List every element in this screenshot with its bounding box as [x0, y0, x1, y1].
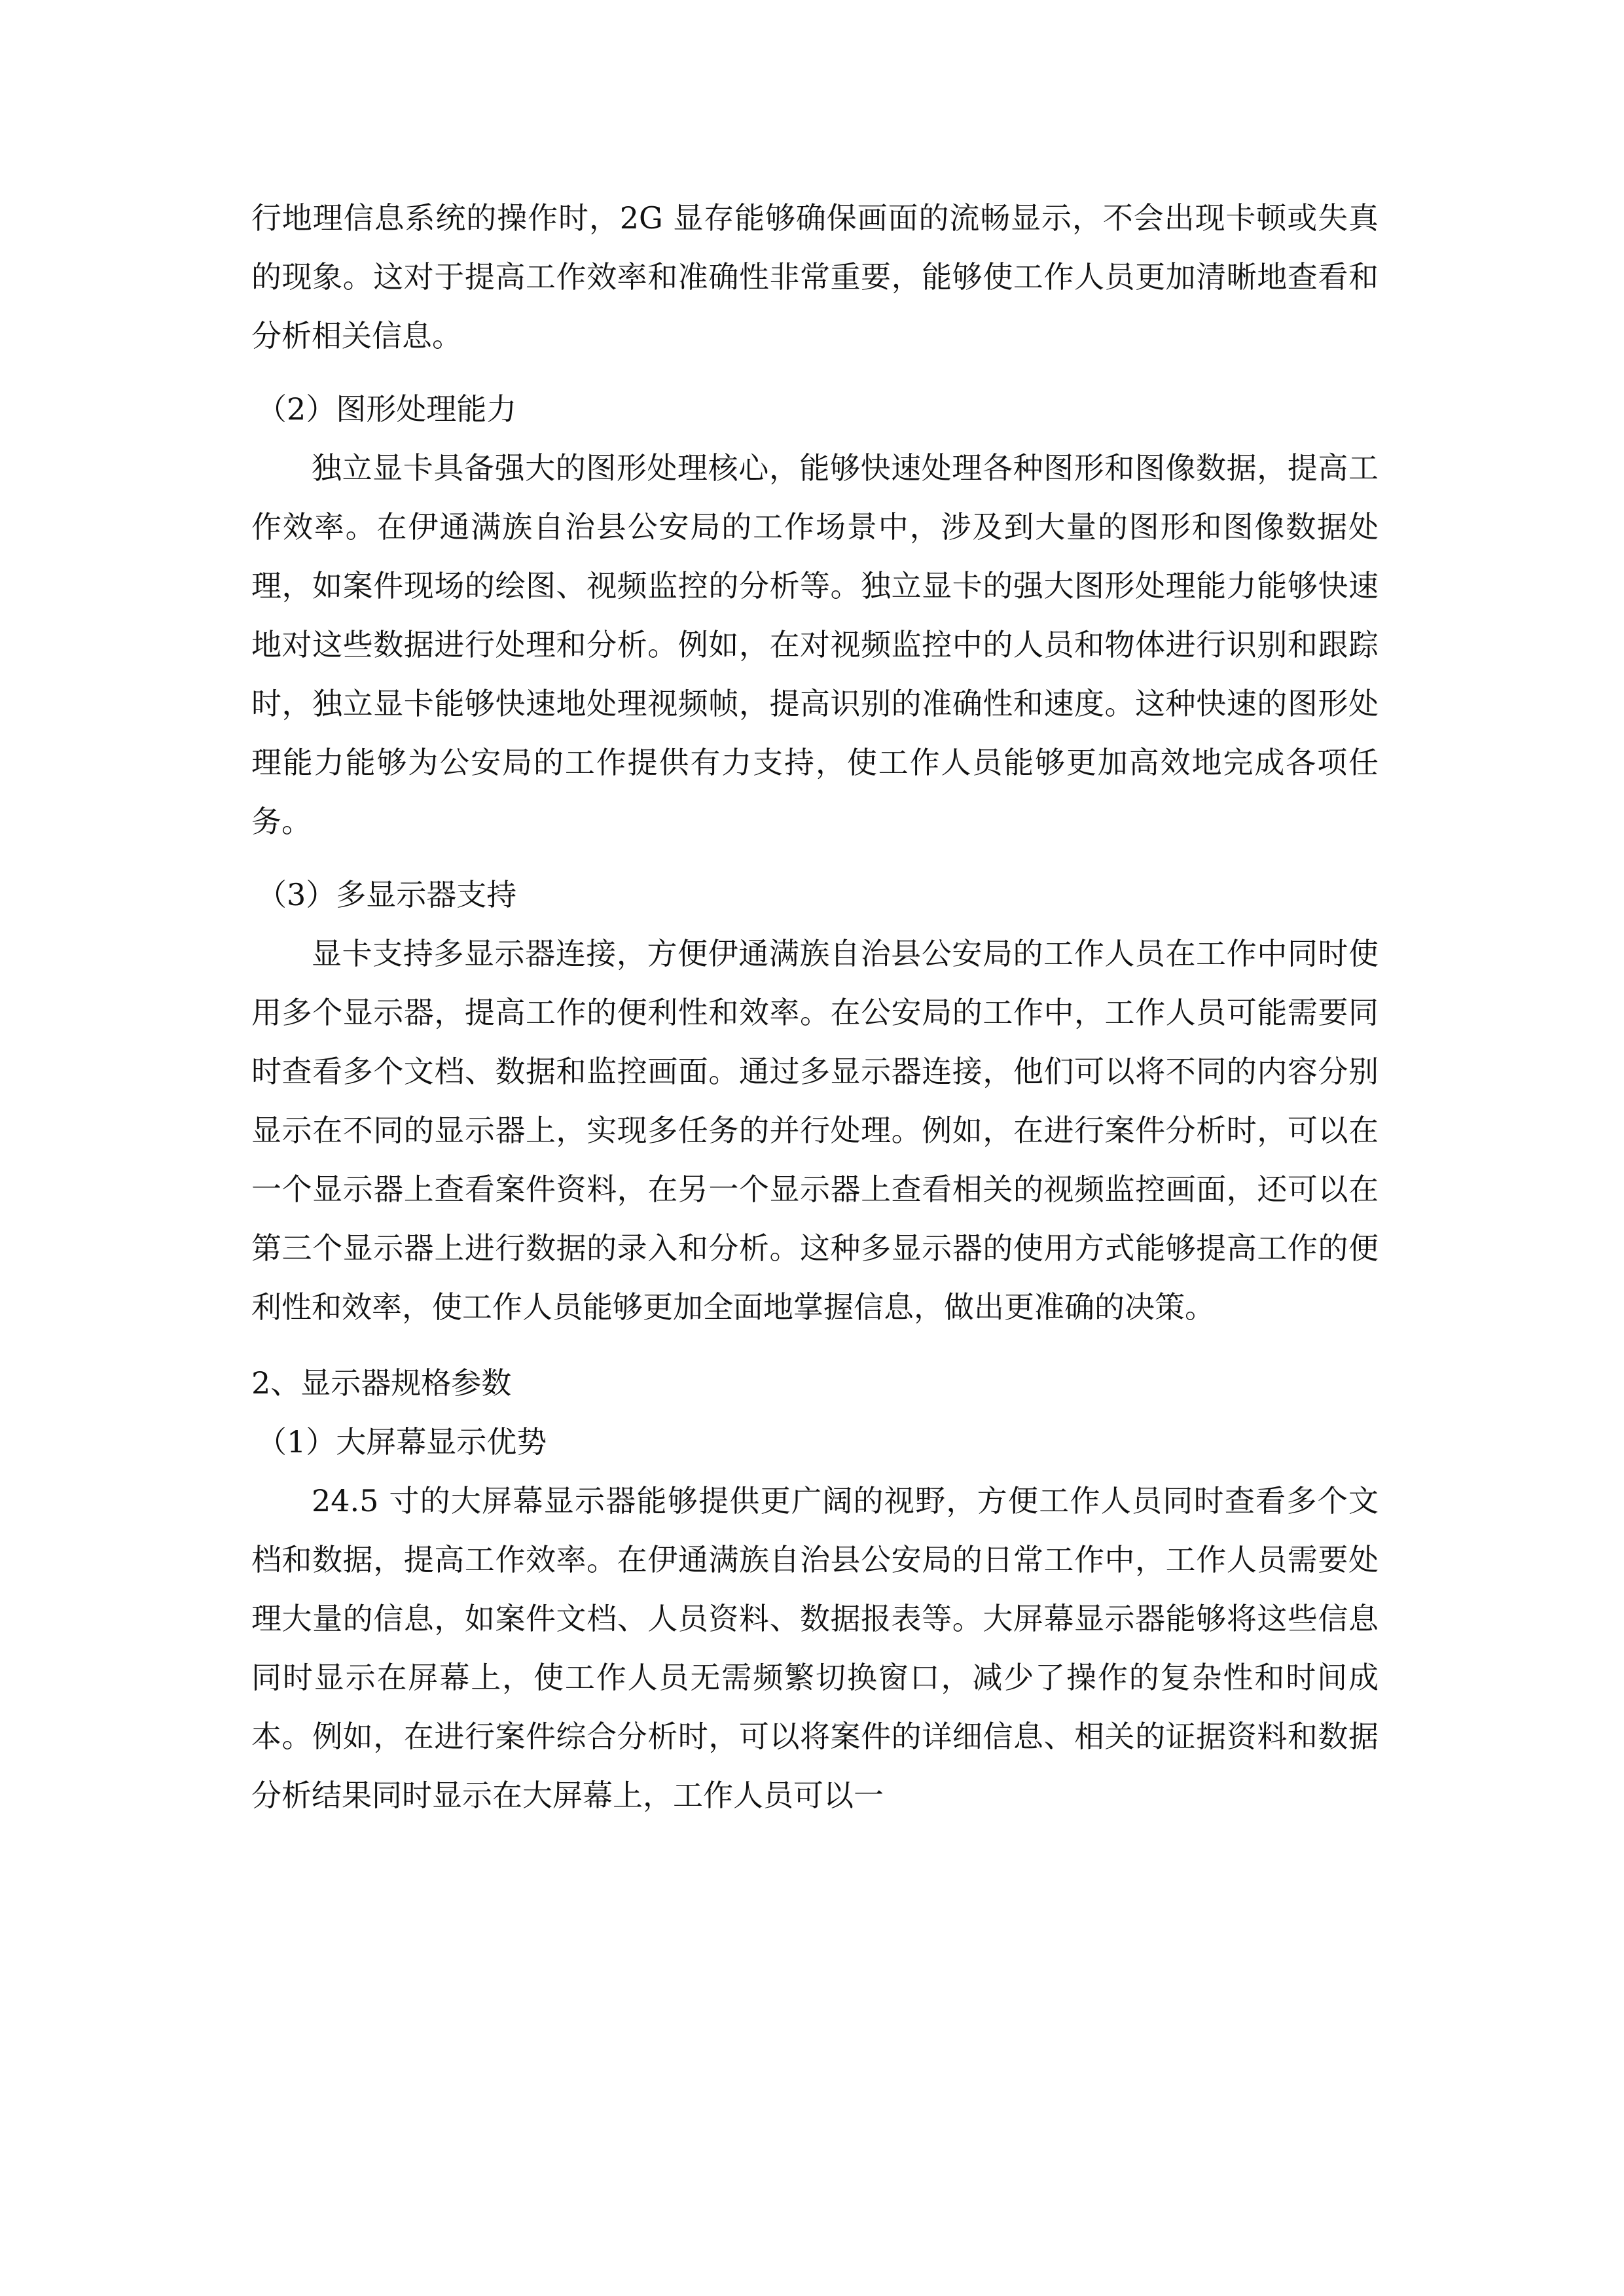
- paragraph-large-screen-advantage: 24.5 寸的大屏幕显示器能够提供更广阔的视野，方便工作人员同时查看多个文档和数据，提高工作效率。在伊通满族自治县公安局的日常工作中，工作人员需要处理大量的信息，如案件文档、人员资料、数据报表等。大屏幕显示器能够将这些信息同时显示在屏幕上，使工作人员无需频繁切换窗口，减少了操作的复杂性和时间成本。例如，在进行案件综合分析时，可以将案件的详细信息、相关的证据资料和数据分析结果同时显示在大屏幕上，工作人员可以一: [251, 1483, 1379, 1813]
- paragraph-graphics-processing: 独立显卡具备强大的图形处理核心，能够快速处理各种图形和图像数据，提高工作效率。在伊通满族自治县公安局的工作场景中，涉及到大量的图形和图像数据处理，如案件现场的绘图、视频监控的分析等。独立显卡的强大图形处理能力能够快速地对这些数据进行处理和分析。例如，在对视频监控中的人员和物体进行识别和跟踪时，独立显卡能够快速地处理视频帧，提高识别的准确性和速度。这种快速的图形处理能力能够为公安局的工作提供有力支持，使工作人员能够更加高效地完成各项任务。: [251, 450, 1379, 839]
- paragraph-multi-display-support: 显卡支持多显示器连接，方便伊通满族自治县公安局的工作人员在工作中同时使用多个显示器，提高工作的便利性和效率。在公安局的工作中，工作人员可能需要同时查看多个文档、数据和监控画面。通过多显示器连接，他们可以将不同的内容分别显示在不同的显示器上，实现多任务的并行处理。例如，在进行案件分析时，可以在一个显示器上查看案件资料，在另一个显示器上查看相关的视频监控画面，还可以在第三个显示器上进行数据的录入和分析。这种多显示器的使用方式能够提高工作的便利性和效率，使工作人员能够更加全面地掌握信息，做出更准确的决策。: [251, 936, 1379, 1325]
- spacer: [251, 851, 1379, 865]
- section-heading-monitor-specs: 2、显示器规格参数: [251, 1365, 512, 1401]
- heading-multi-display-support: （3）多显示器支持: [257, 877, 517, 912]
- heading-graphics-processing: （2）图形处理能力: [257, 391, 517, 427]
- spacer: [251, 1336, 1379, 1354]
- spacer: [251, 365, 1379, 380]
- paragraph-gpu-memory-continuation: 行地理信息系统的操作时，2G 显存能够确保画面的流畅显示，不会出现卡顿或失真的现象。这对于提高工作效率和准确性非常重要，能够使工作人员更加清晰地查看和分析相关信息。: [251, 200, 1379, 353]
- heading-large-screen-advantage: （1）大屏幕显示优势: [257, 1424, 547, 1460]
- document-body: [251, 188, 1379, 1825]
